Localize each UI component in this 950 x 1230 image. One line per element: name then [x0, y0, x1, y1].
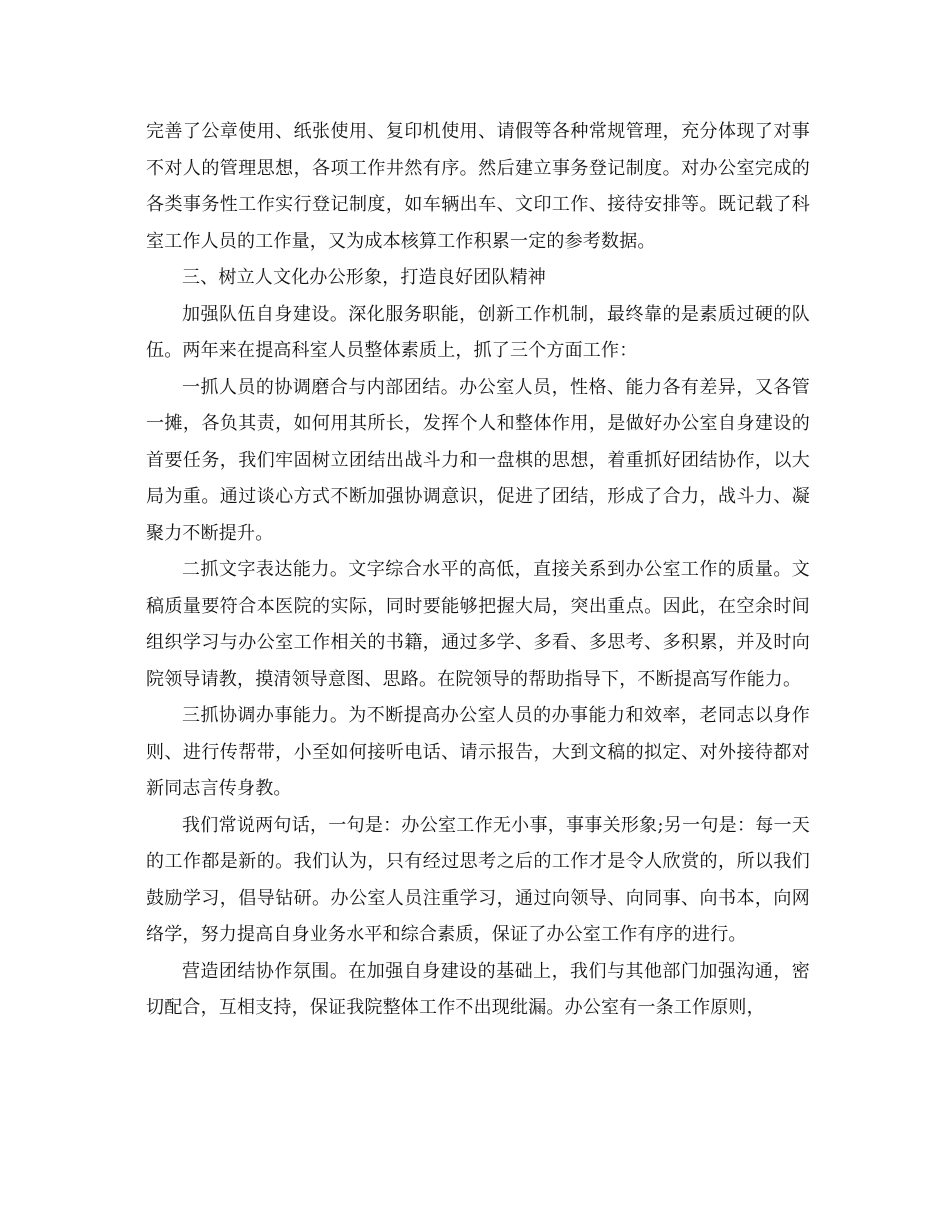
paragraph-3: 一抓人员的协调磨合与内部团结。办公室人员，性格、能力各有差异，又各管一摊，各负其责，如何用其所长，发挥个人和整体作用，是做好办公室自身建设的首要任务，我们牢固树立团结出战斗力和一盘棋的思想，着重抓好团结协作，以大局为重。通过谈心方式不断加强协调意识，促进了团结，形成了合力，战斗力、凝聚力不断提升。	[146, 376, 810, 544]
paragraph-2: 加强队伍自身建设。深化服务职能，创新工作机制，最终靠的是素质过硬的队伍。两年来在提高科室人员整体素质上，抓了三个方面工作：	[146, 303, 810, 361]
section-heading: 三、树立人文化办公形象，打造良好团队精神	[182, 267, 546, 288]
paragraph-4: 二抓文字表达能力。文字综合水平的高低，直接关系到办公室工作的质量。文稿质量要符合本医院的实际，同时要能够把握大局，突出重点。因此，在空余时间组织学习与办公室工作相关的书籍，通过多学、多看、多思考、多积累，并及时向院领导请教，摸清领导意图、思路。在院领导的帮助指导下，不断提高写作能力。	[146, 559, 810, 690]
paragraph-6: 我们常说两句话，一句是：办公室工作无小事，事事关形象;另一句是：每一天的工作都是新的。我们认为，只有经过思考之后的工作才是令人欣赏的，所以我们鼓励学习，倡导钻研。办公室人员注重学习，通过向领导、向同事、向书本，向网络学，努力提高自身业务水平和综合素质，保证了办公室工作有序的进行。	[146, 814, 810, 945]
paragraph-7: 营造团结协作氛围。在加强自身建设的基础上，我们与其他部门加强沟通，密切配合，互相支持，保证我院整体工作不出现纰漏。办公室有一条工作原则，	[146, 960, 810, 1018]
paragraph-1: 完善了公章使用、纸张使用、复印机使用、请假等各种常规管理，充分体现了对事不对人的管理思想，各项工作井然有序。然后建立事务登记制度。对办公室完成的各类事务性工作实行登记制度，如车辆出车、文印工作、接待安排等。既记载了科室工作人员的工作量，又为成本核算工作积累一定的参考数据。	[146, 121, 810, 252]
paragraph-5: 三抓协调办事能力。为不断提高办公室人员的办事能力和效率，老同志以身作则、进行传帮带，小至如何接听电话、请示报告，大到文稿的拟定、对外接待都对新同志言传身教。	[146, 705, 810, 799]
